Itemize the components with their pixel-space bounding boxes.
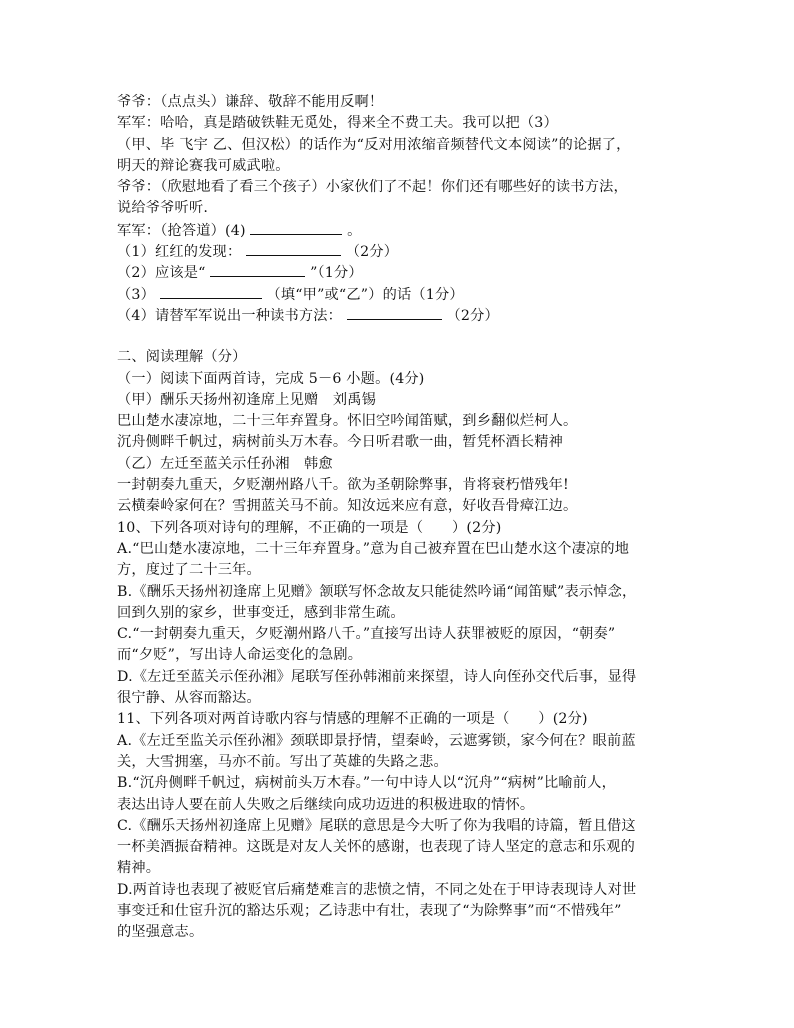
option-line: D.两首诗也表现了被贬官后痛楚难言的悲愤之情，不同之处在于甲诗表现诗人对世 (117, 881, 637, 898)
poem-line: 一封朝奏九重天，夕贬潮州路八千。欲为圣朝除弊事，肯将衰朽惜残年! (117, 477, 569, 494)
section-intro: （一）阅读下面两首诗，完成 5－6 小题。(4分) (117, 370, 425, 387)
option-line: A.“巴山楚水凄凉地，二十三年弃置身。”意为自己被弃置在巴山楚水这个凄凉的地 (117, 540, 630, 557)
dialogue-line-answer (117, 220, 717, 241)
option-line: 方，度过了二十三年。 (117, 562, 261, 579)
answer-score: （2分） (345, 244, 399, 261)
answer-blank-4[interactable] (250, 220, 342, 235)
poem-line: 沉舟侧畔千帆过，病树前头万木春。今日听君歌一曲，暂凭杯酒长精神 (117, 434, 564, 451)
answer-item-3 (117, 284, 717, 305)
poem-title: （乙）左迁至蓝关示任孙湘 韩愈 (117, 455, 333, 472)
option-line: 而“夕贬”，写出诗人命运变化的急剧。 (117, 647, 363, 664)
answer-blank-2[interactable] (210, 262, 305, 277)
document-page (117, 92, 717, 944)
dialogue-line: （甲、毕 飞宇 乙、但汉松）的话作为“反对用浓缩音频替代文本阅读”的论据了， (117, 136, 631, 153)
option-line: A.《左迁至监关示侄孙湘》颈联即景抒情，望秦岭，云遮雾锁，家今何在？眼前蓝 (117, 732, 636, 749)
dialogue-line: 爷爷：（点点头）谦辞、敬辞不能用反啊！ (117, 94, 384, 110)
answer-label: （4）请替军军说出一种读书方法： (117, 307, 343, 324)
dialogue-line: 说给爷爷听听. (117, 200, 209, 217)
answer-score: （填“甲”或“乙”）的话（1分） (266, 286, 464, 303)
option-line: 精神。 (117, 860, 161, 877)
dialogue-line: 军军：哈哈，真是踏破铁鞋无觅处，得来全不费工夫。我可以把（3） (117, 115, 558, 132)
answer-item-1 (117, 241, 717, 262)
option-line: B.《酬乐天扬州初逢席上见赠》颔联写怀念故友只能徒然吟诵“闻笛赋”表示悼念， (117, 583, 637, 600)
dialogue-line: 明天的辩论赛我可威武啦。 (117, 157, 290, 174)
question-stem: 10、下列各项对诗句的理解，不正确的一项是（ ）(2分) (117, 519, 502, 536)
answer-blank-1[interactable] (246, 241, 341, 256)
option-line: 回到久别的家乡，世事变迁，感到非常生疏。 (117, 604, 405, 621)
option-line: 表达出诗人要在前人失败之后继续向成功迈进的积极进取的情怀。 (117, 796, 535, 813)
poem-line: 巴山楚水凄凉地，二十三年弃置身。怀旧空吟闻笛赋，到乡翻似烂柯人。 (117, 413, 578, 430)
dialogue-end: 。 (347, 222, 362, 239)
option-line: B.“沉舟侧畔千帆过，病树前头万木春。”一句中诗人以“沉舟”“病树”比喻前人， (117, 775, 616, 792)
option-line: D.《左迁至蓝关示侄孙湘》尾联写侄孙韩湘前来探望，诗人向侄孙交代后事，显得 (117, 668, 637, 685)
answer-label: （1）红红的发现： (117, 244, 242, 261)
option-line: 事变迁和仕宦升沉的豁达乐观；乙诗悲中有壮，表现了“为除弊事”而“不惜残年” (117, 902, 622, 919)
answer-label: （3） (117, 286, 156, 303)
answer-blank-3[interactable] (160, 284, 262, 299)
poem-line: 云横秦岭家何在？雪拥蓝关马不前。知汝远来应有意，好收吾骨瘴江边。 (117, 498, 578, 515)
option-line: C.《酬乐天扬州初逢席上见赠》尾联的意思是今大听了你为我唱的诗篇，暂且借这 (117, 817, 636, 834)
answer-item-4 (117, 305, 717, 326)
answer-score: ”（1分） (310, 265, 363, 282)
spacer (117, 326, 717, 347)
poem-title: （甲）酬乐天扬州初逢席上见赠 刘禹锡 (117, 391, 376, 408)
option-line: 关，大雪拥塞，马亦不前。写出了英雄的失路之悲。 (117, 753, 448, 770)
question-stem: 11、下列各项对两首诗歌内容与情感的理解不正确的一项是（ ）(2分) (117, 711, 588, 728)
answer-blank-4b[interactable] (347, 305, 442, 320)
dialogue-prompt: 军军：（抢答道）(4) (117, 222, 246, 239)
section-heading: 二、阅读理解（分） (117, 349, 247, 366)
dialogue-line: 爷爷：（欣慰地看了看三个孩子）小家伙们了不起！你们还有哪些好的读书方法， (117, 179, 628, 196)
option-line: C.“一封朝奏九重天，夕贬潮州路八千。”直接写出诗人获罪被贬的原因，“朝奏” (117, 626, 616, 643)
answer-item-2 (117, 262, 717, 283)
answer-score: （2分） (446, 307, 499, 324)
option-line: 一杯美酒振奋精神。这既是对友人关怀的感谢，也表现了诗人坚定的意志和乐观的 (117, 839, 635, 856)
answer-label: （2）应该是“ (117, 265, 206, 282)
option-line: 很宁静、从容而豁达。 (117, 690, 261, 707)
option-line: 的坚强意志。 (117, 924, 204, 941)
